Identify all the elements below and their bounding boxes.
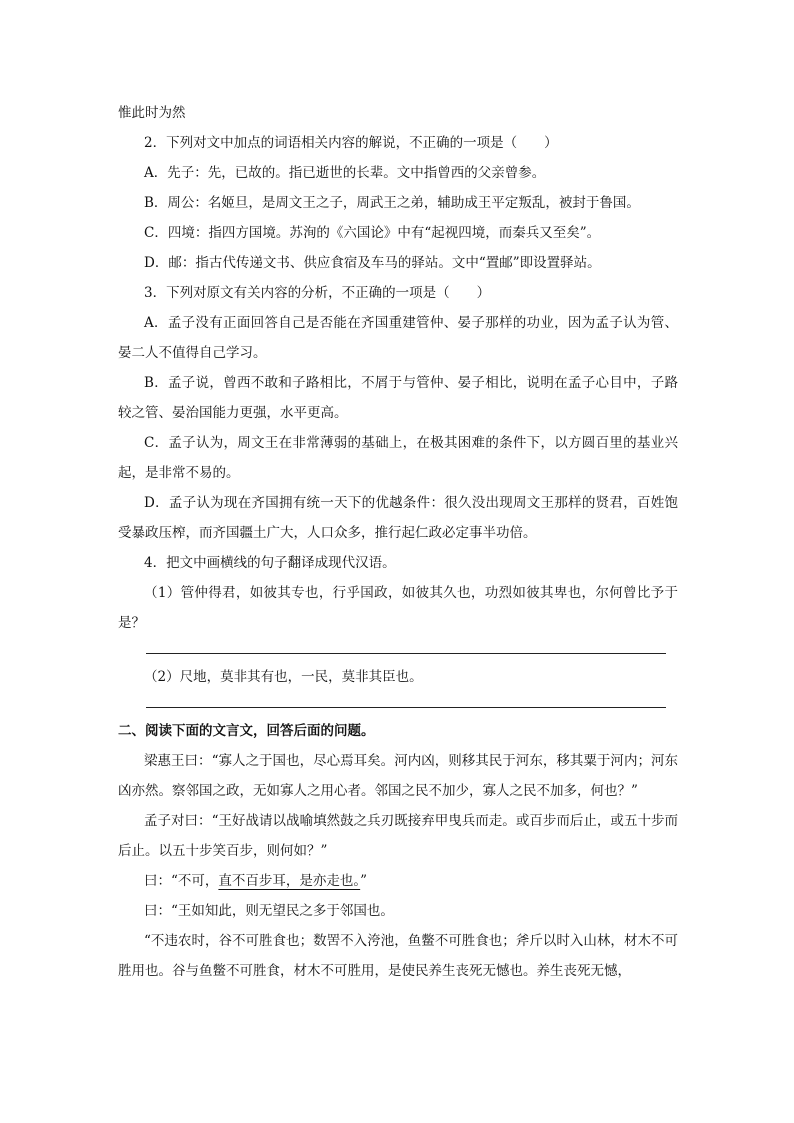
option-2c: C．四境：指四方国境。苏洵的《六国论》中有“起视四境，而秦兵又至矣”。 xyxy=(144,225,601,241)
option-3c: C．孟子认为，周文王在非常薄弱的基础上，在极其困难的条件下，以方圆百里的基业兴起，是非常不易的。 xyxy=(118,435,678,481)
option-3b: B．孟子说，曾西不敢和子路相比，不屑于与管仲、晏子相比，说明在孟子心目中，子路较之管、晏治国能力更强，水平更高。 xyxy=(118,375,678,421)
question-4: 4．把文中画横线的句子翻译成现代汉语。 xyxy=(144,555,396,571)
passage-paragraph-4: 曰：“王如知此，则无望民之多于邻国也。 xyxy=(144,903,394,919)
section-2-heading: 二、阅读下面的文言文，回答后面的问题。 xyxy=(118,723,375,739)
option-2a: A．先子：先，已故的。指已逝世的长辈。文中指曾西的父亲曾参。 xyxy=(144,165,546,181)
question-4-part-2: （2）尺地，莫非其有也，一民，莫非其臣也。 xyxy=(144,669,423,685)
passage-paragraph-1: 梁惠王曰：“寡人之于国也，尽心焉耳矣。河内凶，则移其民于河东，移其粟于河内；河东凶亦然。察邻国之政，无如寡人之用心者。邻国之民不加少，寡人之民不加多，何也？” xyxy=(118,753,678,799)
passage-paragraph-2: 孟子对曰：“王好战请以战喻填然鼓之兵刃既接弃甲曳兵而走。或百步而后止，或五十步而后止。以五十步笑百步，则何如？” xyxy=(118,813,678,859)
option-3a: A．孟子没有正面回答自己是否能在齐国重建管仲、晏子那样的功业，因为孟子认为管、晏二人不值得自己学习。 xyxy=(118,315,678,361)
passage-paragraph-5: “不违农时，谷不可胜食也；数罟不入洿池，鱼鳖不可胜食也；斧斤以时入山林，材木不可胜用也。谷与鱼鳖不可胜食，材木不可胜用，是使民养生丧死无憾也。养生丧死无憾， xyxy=(118,933,678,979)
text-line: 惟此时为然 xyxy=(118,105,186,121)
passage-text: 曰：“不可， xyxy=(144,873,219,889)
option-2b: B．周公：名姬旦，是周文王之子，周武王之弟，辅助成王平定叛乱，被封于鲁国。 xyxy=(144,195,640,211)
passage-paragraph-3 xyxy=(118,866,678,896)
question-2: 2．下列对文中加点的词语相关内容的解说，不正确的一项是（ ） xyxy=(144,135,558,151)
question-3: 3．下列对原文有关内容的分析，不正确的一项是（ ） xyxy=(144,285,491,301)
passage-text: ” xyxy=(360,873,368,889)
option-3d: D．孟子认为现在齐国拥有统一天下的优越条件：很久没出现周文王那样的贤君，百姓饱受暴政压榨，而齐国疆土广大，人口众多，推行起仁政必定事半功倍。 xyxy=(118,495,678,541)
option-2d: D．邮：指古代传递文书、供应食宿及车马的驿站。文中“置邮”即设置驿站。 xyxy=(144,255,601,271)
document-page xyxy=(118,98,678,986)
question-4-part-1: （1）管仲得君，如彼其专也，行乎国政，如彼其久也，功烈如彼其卑也，尔何曾比予于是？ xyxy=(118,585,678,631)
underlined-sentence: 直不百步耳，是亦走也。 xyxy=(218,873,361,889)
